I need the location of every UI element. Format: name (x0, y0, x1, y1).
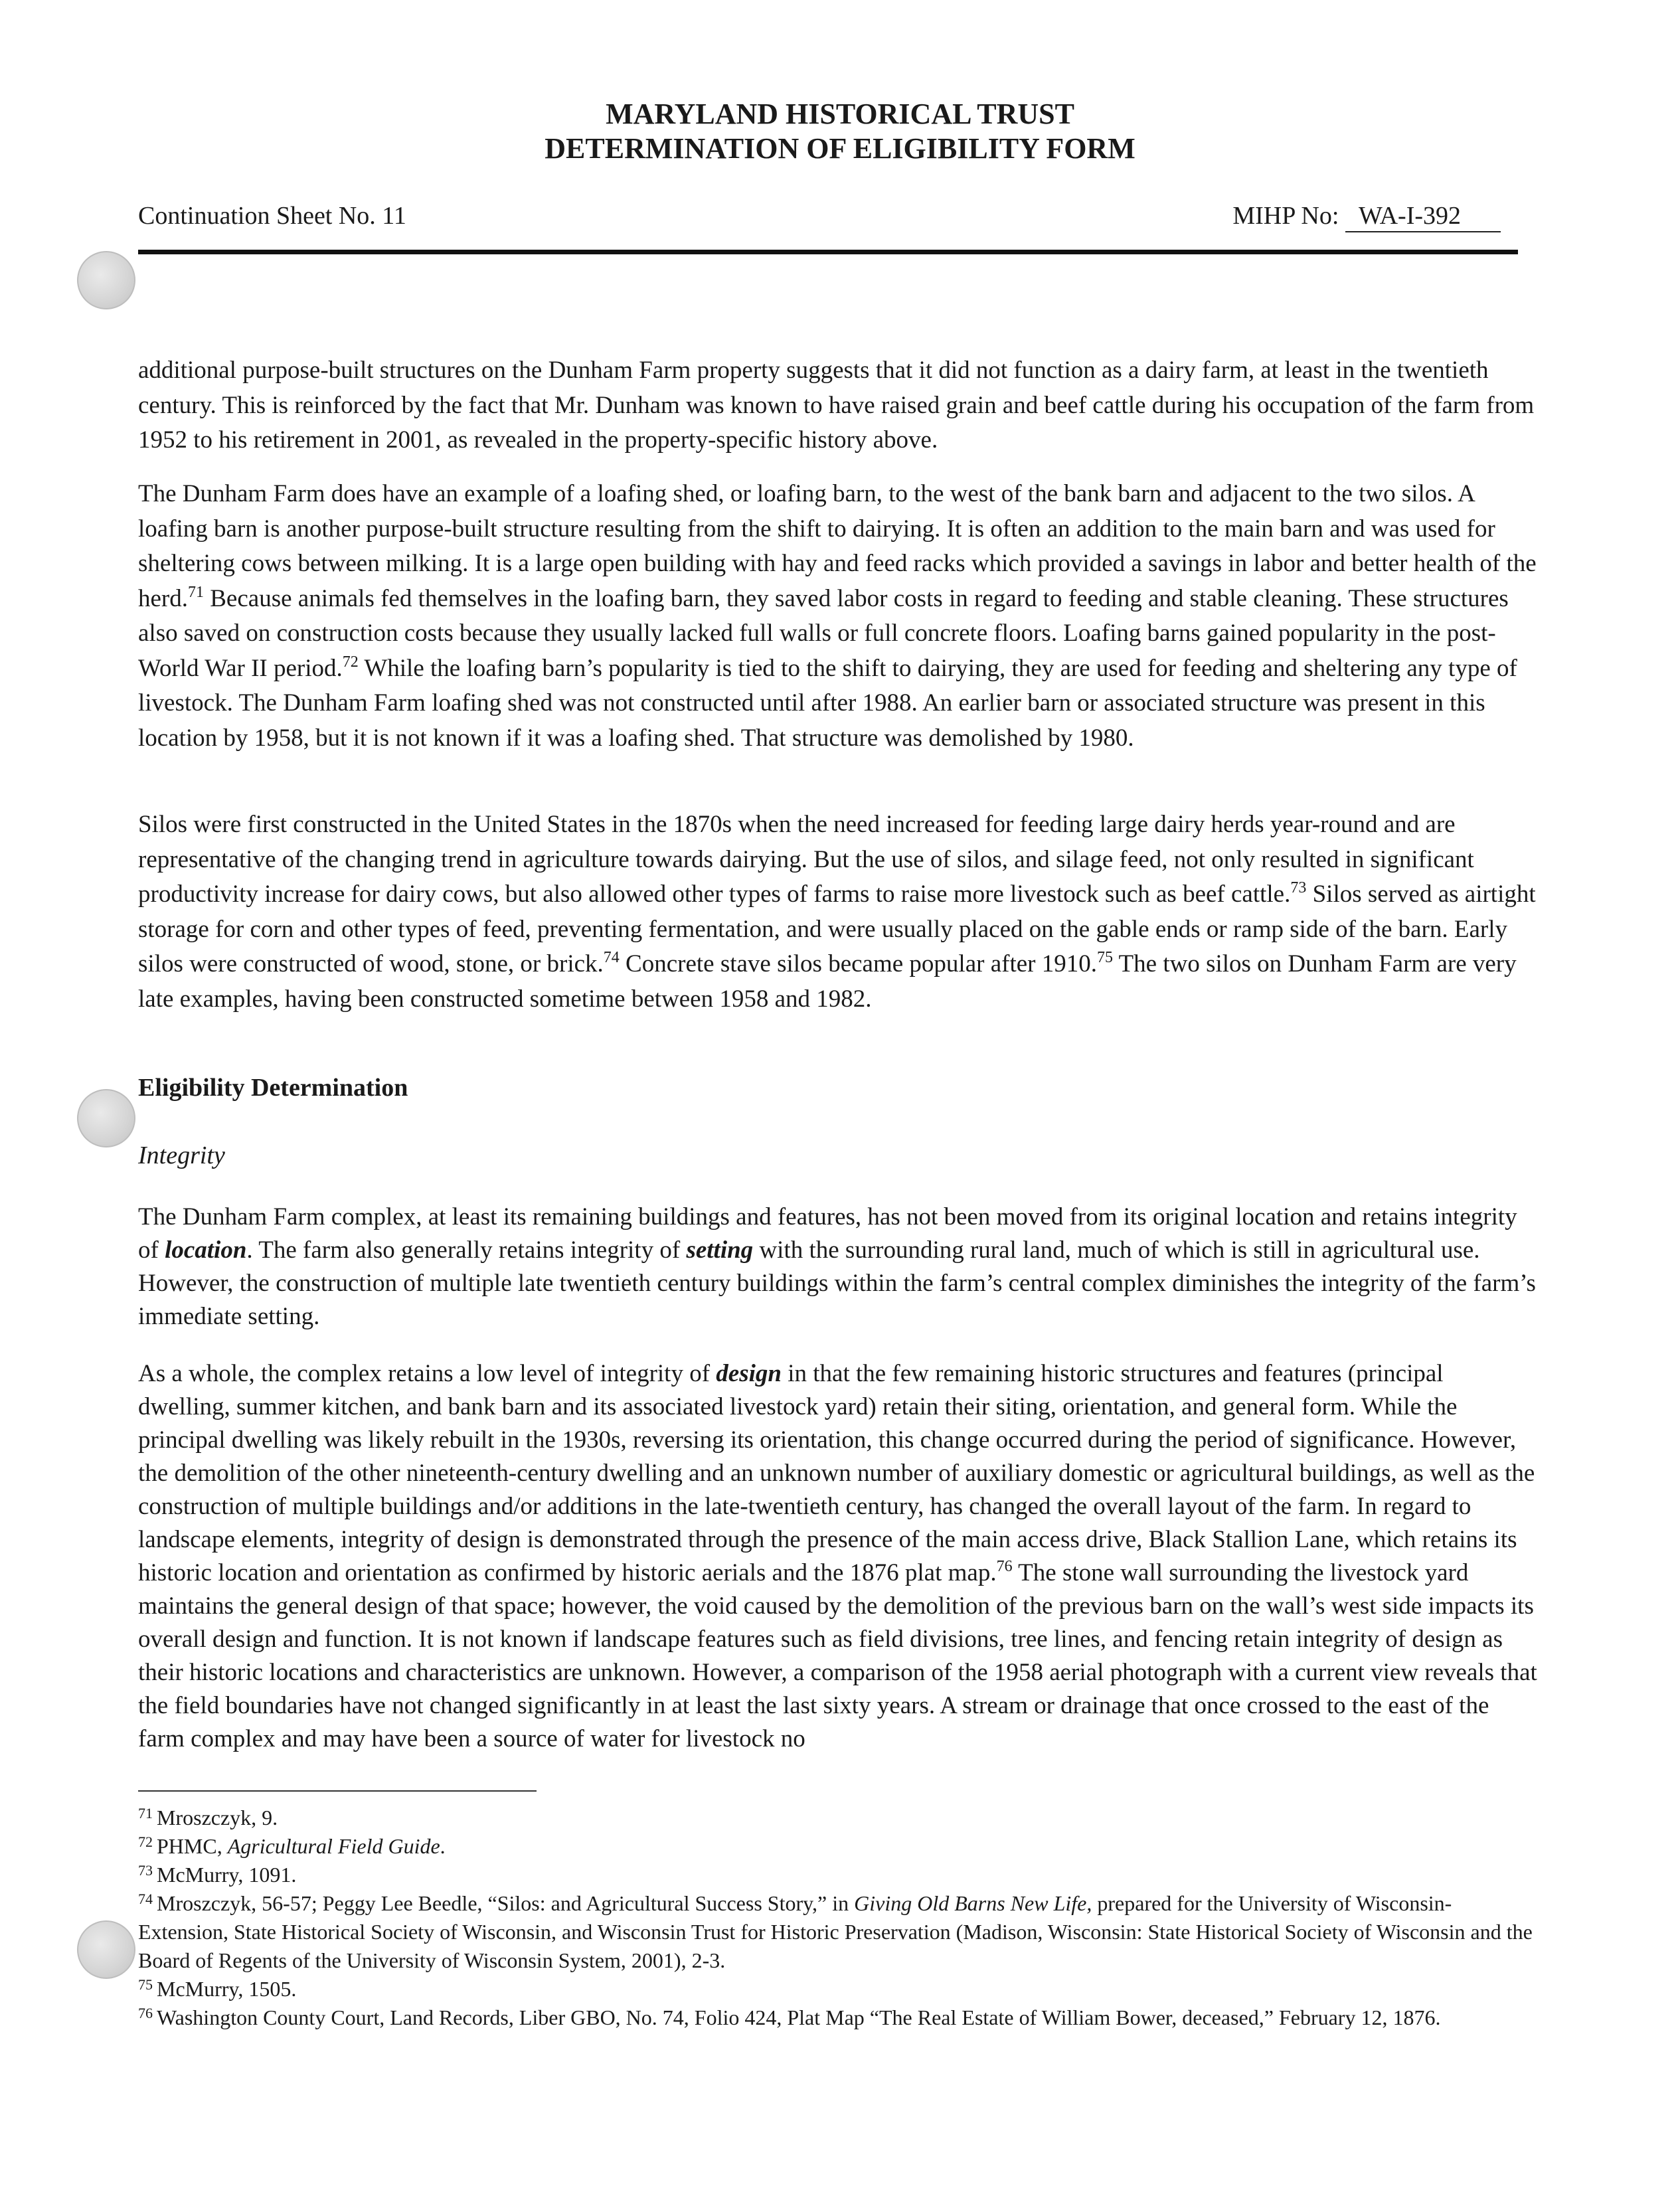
footnotes (138, 1804, 1539, 2032)
punch-hole-bottom (77, 1920, 135, 1979)
footnote-ref[interactable]: 76 (996, 1558, 1013, 1575)
footnote-ref[interactable]: 73 (1290, 879, 1307, 896)
footnote-ref[interactable]: 75 (1096, 949, 1113, 966)
header-rule (138, 250, 1518, 254)
footnote-divider (138, 1790, 537, 1792)
punch-hole-middle (77, 1089, 135, 1147)
form-title-line1: MARYLAND HISTORICAL TRUST (606, 98, 1074, 130)
footnote-74: $^{74}$ Mroszczyk, 56-57; Peggy Lee Beedle, “Silos: and Agricultural Success Story,” in Giving Old Barns New Life, prepared for the University of Wisconsin-Extension, State Historical Society of Wisconsin, and Wisconsin Trust for Historic Preservation (Madison, Wisconsin: State Historical Society of Wisconsin and the Board of Regents of the University of Wisconsin System, 2001), 2-3. (138, 1891, 1533, 1972)
paragraph-dairy-function (138, 353, 1541, 458)
footnote-71: $^{71}$ Mroszczyk, 9. (138, 1805, 278, 1829)
footnote-ref[interactable]: 74 (603, 949, 620, 966)
footnote-76: $^{76}$ Washington County Court, Land Records, Liber GBO, No. 74, Folio 424, Plat Map “The Real Estate of William Bower, deceased,” February 12, 1876. (138, 2005, 1441, 2029)
paragraph-loafing-shed (138, 477, 1541, 756)
mihp-value: WA-I-392 (1345, 201, 1501, 232)
footnote-ref[interactable]: 72 (342, 653, 359, 671)
paragraph-text: The Dunham Farm complex, at least its remaining buildings and features, has not been moved from its original location and retains integrity of location. The farm also generally retains integrity of setting with the surrounding rural land, much of which is still in agricultural use. However, the construction of multiple late twentieth century buildings within the farm’s central complex diminishes the integrity of the farm’s immediate setting. (138, 1203, 1536, 1330)
paragraph-text: The Dunham Farm does have an example of a loafing shed, or loafing barn, to the west of the bank barn and adjacent to the two silos. A loafing barn is another purpose-built structure resulting from the shift to dairying. It is often an addition to the main barn and was used for sheltering cows between milking. It is a large open building with hay and feed racks which provided a savings in labor and better health of the herd.$^{71}$ Because animals fed themselves in the loafing barn, they saved labor costs in regard to feeding and stable cleaning. These structures also saved on construction costs because they usually lacked full walls or full concrete floors. Loafing barns gained popularity in the post-World War II period.$^{72}$ While the loafing barn’s popularity is tied to the shift to dairying, they are used for feeding and sheltering any type of livestock. The Dunham Farm loafing shed was not constructed until after 1988. An earlier barn or associated structure was present in this location by 1958, but it is not known if it was a loafing shed. That structure was demolished by 1980. (138, 480, 1537, 752)
paragraph-location-setting (138, 1201, 1541, 1333)
section-heading: Eligibility Determination (138, 1074, 408, 1102)
section-subheading: Integrity (138, 1142, 225, 1169)
mihp-number (1232, 201, 1501, 232)
mihp-label: MIHP No: (1232, 202, 1339, 230)
paragraph-design (138, 1357, 1541, 1756)
footnote-72: $^{72}$ PHMC, Agricultural Field Guide. (138, 1833, 446, 1858)
paragraph-text: Silos were first constructed in the United States in the 1870s when the need increased for feeding large dairy herds year-round and are representative of the changing trend in agriculture towards dairying. But the use of silos, and silage feed, not only resulted in significant productivity increase for dairy cows, but also allowed other types of farms to raise more livestock such as beef cattle.$^{73}$ Silos served as airtight storage for corn and other types of feed, preventing fermentation, and were usually placed on the gable ends or ramp side of the barn. Early silos were constructed of wood, stone, or brick.$^{74}$ Concrete stave silos became popular after 1910.75 The two silos on Dunham Farm are very late examples, having been constructed sometime between 1958 and 1982. (138, 811, 1536, 1013)
paragraph-silos (138, 807, 1541, 1017)
footnote-75: $^{75}$ McMurry, 1505. (138, 1976, 297, 2001)
form-title-line2: DETERMINATION OF ELIGIBILITY FORM (545, 132, 1135, 165)
punch-hole-top (77, 251, 135, 309)
footnote-ref[interactable]: 71 (188, 583, 204, 601)
paragraph-text: additional purpose-built structures on the Dunham Farm property suggests that it did not function as a dairy farm, at least in the twentieth century. This is reinforced by the fact that Mr. Dunham was known to have raised grain and beef cattle during his occupation of the farm from 1952 to his retirement in 2001, as revealed in the property-specific history above. (138, 357, 1535, 454)
footnote-73: $^{73}$ McMurry, 1091. (138, 1862, 297, 1887)
continuation-sheet: Continuation Sheet No. 11 (138, 202, 406, 230)
paragraph-text: As a whole, the complex retains a low level of integrity of design in that the few remaining historic structures and features (principal dwelling, summer kitchen, and bank barn and its associated livestock yard) retain their siting, orientation, and general form. While the principal dwelling was likely rebuilt in the 1930s, reversing its orientation, this change occurred during the period of significance. However, the demolition of the other nineteenth-century dwelling and an unknown number of auxiliary domestic or agricultural buildings, as well as the construction of multiple buildings and/or additions in the late-twentieth century, has changed the overall layout of the farm. In regard to landscape elements, integrity of design is demonstrated through the presence of the main access drive, Black Stallion Lane, which retains its historic location and orientation as confirmed by historic aerials and the 1876 plat map.$^{76}$ The stone wall surrounding the livestock yard maintains the general design of that space; however, the void caused by the demolition of the previous barn on the wall’s west side impacts its overall design and function. It is not known if landscape features such as field divisions, tree lines, and fencing retain integrity of design as their historic locations and characteristics are unknown. However, a comparison of the 1958 aerial photograph with a current view reveals that the field boundaries have not changed significantly in at least the last sixty years. A stream or drainage that once crossed to the east of the farm complex and may have been a source of water for livestock no (138, 1360, 1537, 1752)
